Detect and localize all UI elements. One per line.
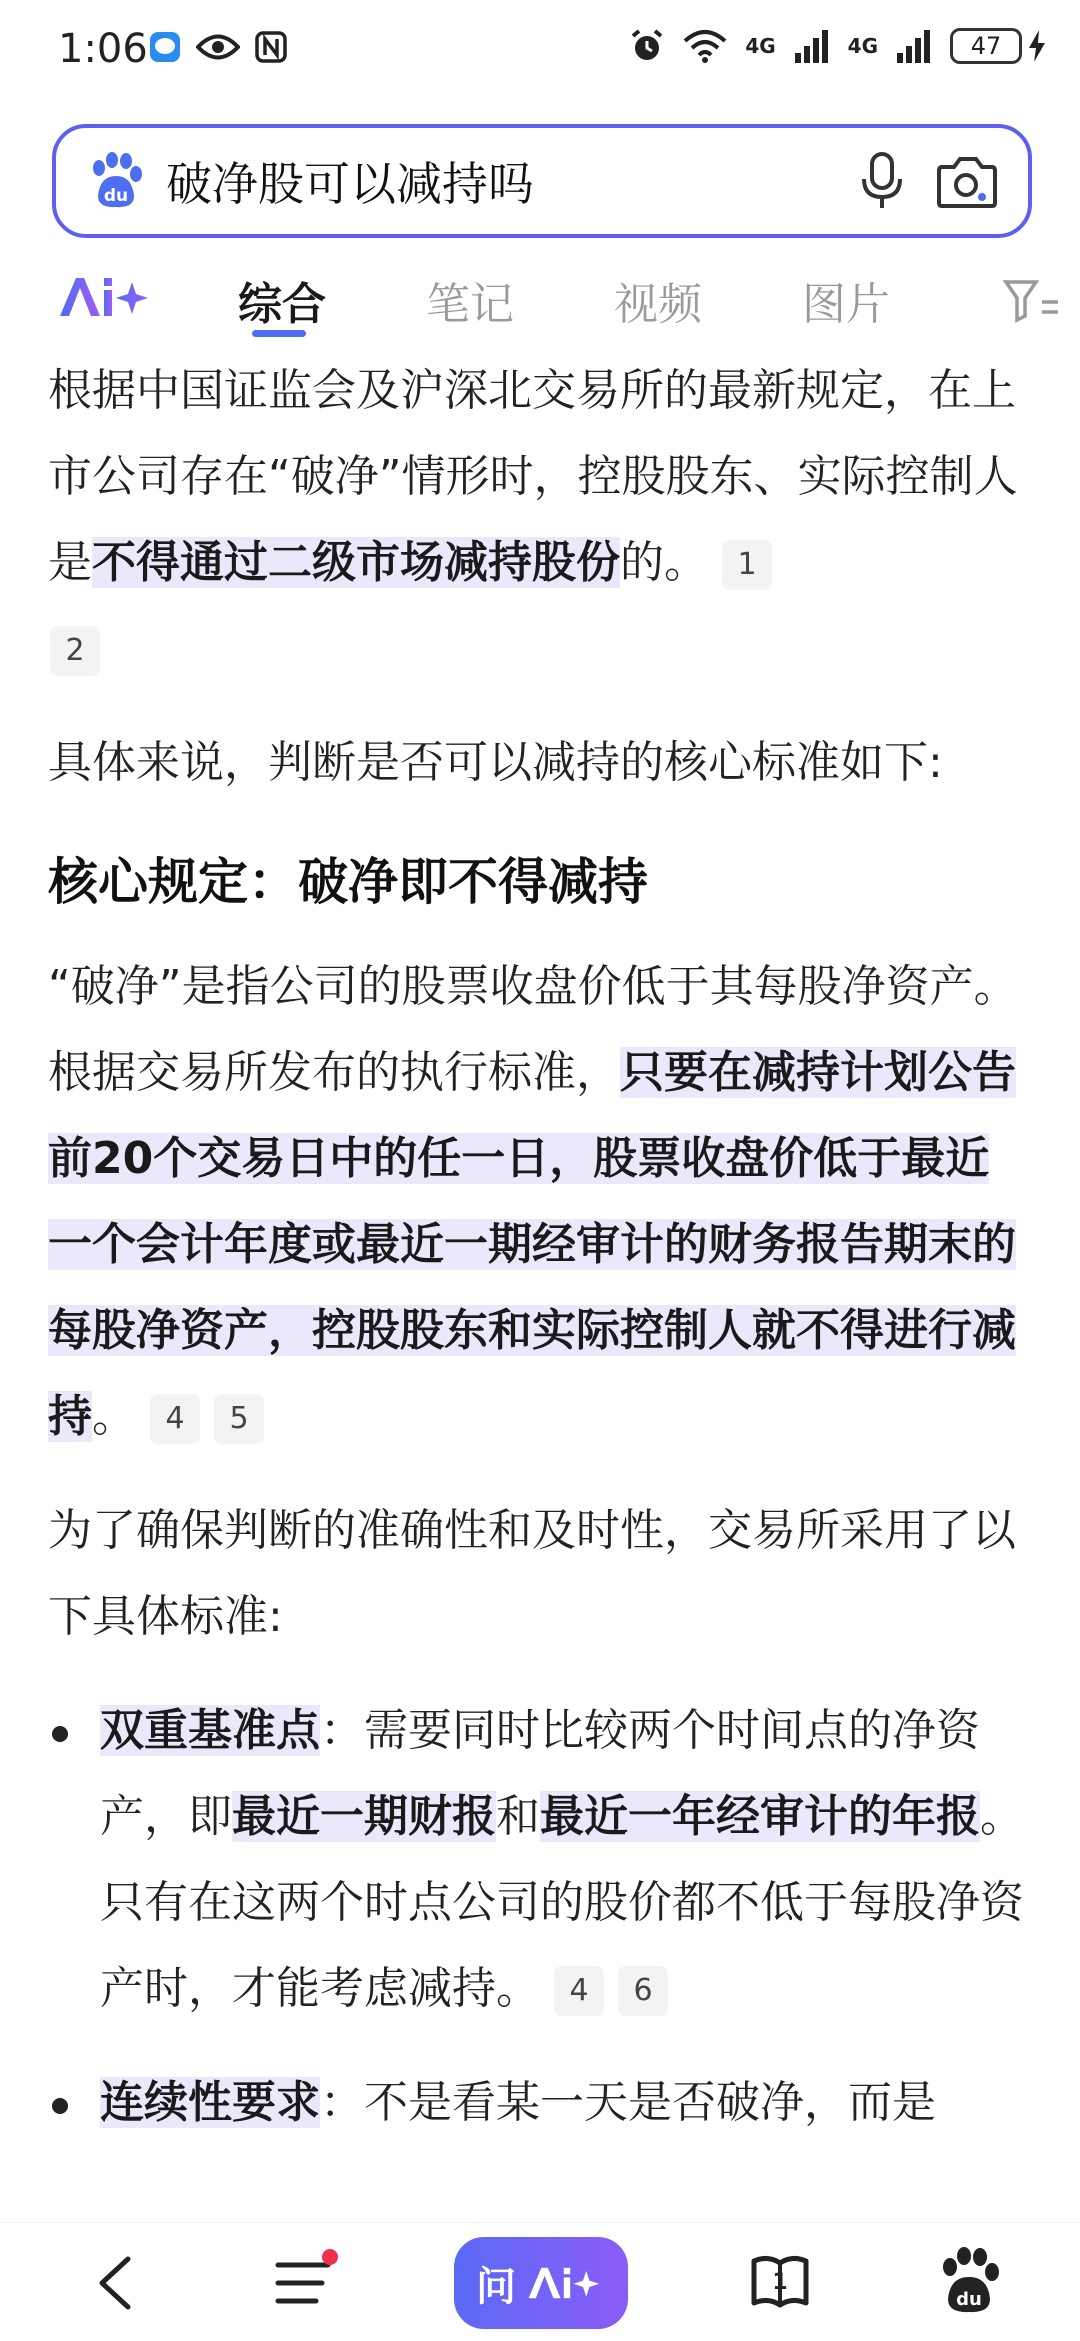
- tab-comprehensive[interactable]: 综合: [238, 279, 326, 330]
- tab-notes[interactable]: 笔记: [426, 279, 514, 330]
- back-icon[interactable]: [90, 2253, 142, 2313]
- citation-badge[interactable]: 2: [50, 626, 100, 676]
- citation-badge[interactable]: 4: [554, 1966, 604, 2016]
- svg-text:du: du: [956, 2289, 982, 2310]
- search-tabs: [0, 258, 1080, 336]
- bullet-term: 连续性要求: [100, 2077, 320, 2128]
- bottom-nav: [0, 2222, 1080, 2341]
- bullet-item-2: 连续性要求：不是看某一天是否破净，而是: [48, 2060, 1028, 2146]
- search-bar[interactable]: [52, 124, 1032, 238]
- highlight-text: 只要在减持计划公告前20个交易日中的任一日，股票收盘价低于最近一个会计年度或最近一期经审计的财务报告期末的每股净资产，控股股东和实际控制人就不得进行减持: [48, 1047, 1016, 1442]
- baidu-paw-icon[interactable]: [936, 2245, 1002, 2315]
- citation-badge[interactable]: 4: [150, 1394, 200, 1444]
- bullet-term: 双重基准点: [100, 1705, 320, 1756]
- eye-icon: [196, 32, 240, 62]
- citation-badge[interactable]: 6: [618, 1966, 668, 2016]
- signal-icon-2: [896, 29, 932, 63]
- citation-badge[interactable]: 5: [214, 1394, 264, 1444]
- message-app-icon: [148, 30, 182, 64]
- active-tab-indicator: [252, 330, 306, 337]
- wifi-icon: [683, 29, 727, 63]
- notification-dot: [322, 2249, 338, 2265]
- status-bar: [0, 0, 1080, 108]
- highlight-text: 最近一年经审计的年报: [540, 1791, 980, 1842]
- highlight-text: 不得通过二级市场减持股份: [92, 537, 620, 588]
- answer-paragraph-4: 为了确保判断的准确性和及时性，交易所采用了以下具体标准:: [48, 1505, 1016, 1642]
- search-input[interactable]: 破净股可以减持吗: [166, 157, 534, 211]
- network-type-1: 4G: [745, 34, 776, 58]
- svg-text:du: du: [103, 186, 129, 206]
- ai-logo-icon: [520, 2263, 606, 2303]
- bullet-item-1: 双重基准点：需要同时比较两个时间点的净资产，即最近一期财报和最近一年经审计的年报。只有在这两个时点公司的股价都不低于每股净资产时，才能考虑减持。 4 6: [48, 1688, 1028, 2032]
- reading-book-icon[interactable]: [748, 2247, 812, 2317]
- highlight-text: 最近一期财报: [232, 1791, 496, 1842]
- filter-icon[interactable]: [1002, 276, 1062, 324]
- alarm-icon: [629, 28, 665, 64]
- nfc-icon: [254, 30, 288, 64]
- ai-logo-icon[interactable]: [56, 272, 150, 322]
- answer-paragraph-2: 具体来说，判断是否可以减持的核心标准如下:: [48, 737, 943, 788]
- ask-ai-button[interactable]: [454, 2237, 628, 2329]
- microphone-icon[interactable]: [856, 151, 908, 211]
- section-heading: 核心规定：破净即不得减持: [48, 853, 648, 911]
- signal-icon: [794, 29, 830, 63]
- battery-indicator: [950, 28, 1046, 64]
- battery-level: 47: [950, 28, 1022, 64]
- tab-videos[interactable]: 视频: [614, 279, 702, 330]
- status-time: 1:06: [58, 26, 148, 72]
- answer-paragraph-1: 根据中国证监会及沪深北交易所的最新规定，在上市公司存在“破净”情形时，控股股东、实际控制人是不得通过二级市场减持股份的。 1 2: [48, 348, 1028, 692]
- tab-images[interactable]: 图片: [802, 279, 890, 330]
- baidu-paw-logo-icon: [86, 152, 144, 210]
- camera-search-icon[interactable]: [936, 153, 998, 209]
- ai-answer-content: [48, 348, 1028, 2220]
- citation-badge[interactable]: 1: [722, 540, 772, 590]
- ask-ai-label: 问: [476, 2263, 516, 2310]
- answer-paragraph-3: “破净”是指公司的股票收盘价低于其每股净资产。根据交易所发布的执行标准，只要在减持计划公告前20个交易日中的任一日，股票收盘价低于最近一个会计年度或最近一期经审计的财务报告期末的每股净资产，控股股东和实际控制人就不得进行减持。 4 5: [48, 961, 1018, 1442]
- network-type-2: 4G: [847, 34, 878, 58]
- charging-icon: [1028, 29, 1046, 63]
- svg-text:1: 1: [772, 2270, 788, 2295]
